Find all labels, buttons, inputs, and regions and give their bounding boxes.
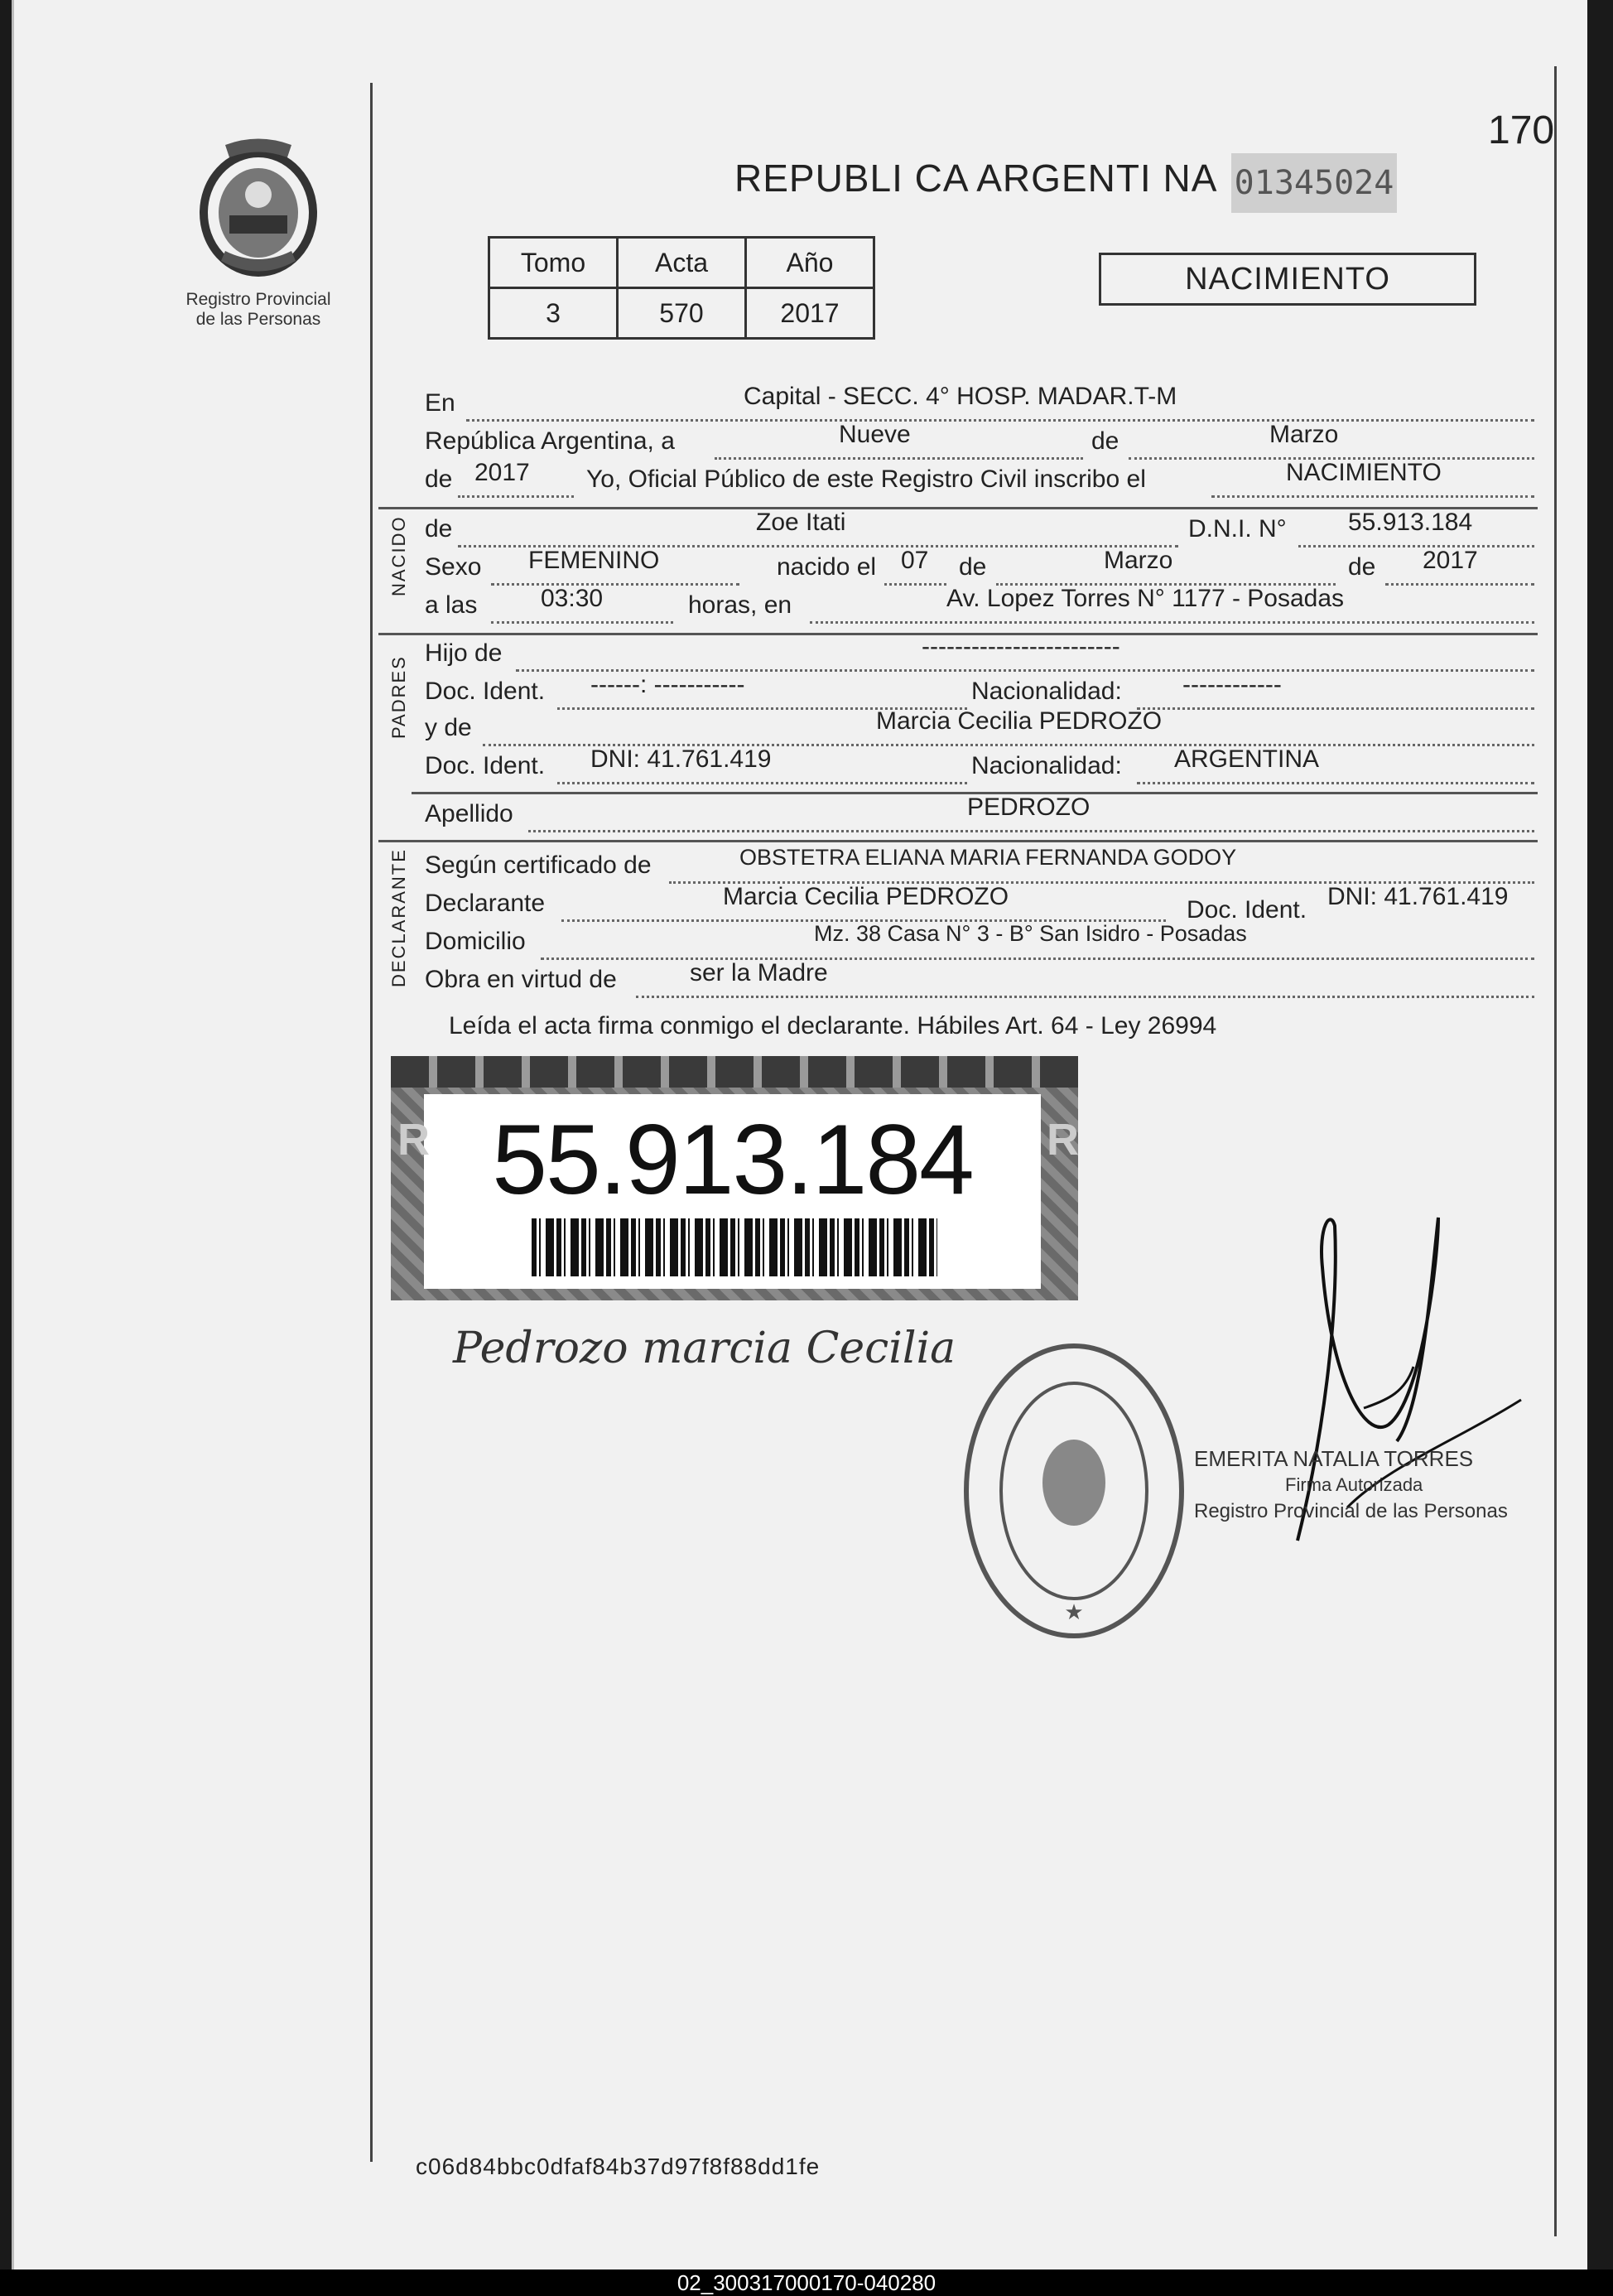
ledger-header-row <box>489 238 874 288</box>
value-acto: NACIMIENTO <box>1286 459 1442 486</box>
badge-letter-left: R <box>397 1115 430 1165</box>
legal-text: Leída el acta firma conmigo el declarante. Hábiles Art. 64 - Ley 26994 <box>449 1012 1217 1039</box>
value-lugar: Av. Lopez Torres N° 1177 - Posadas <box>946 585 1345 612</box>
record-type-box: NACIMIENTO <box>1099 253 1476 306</box>
value-sexo: FEMENINO <box>528 547 660 574</box>
label-nac2: Nacionalidad: <box>971 752 1122 779</box>
badge-pattern-strip <box>391 1056 1078 1088</box>
ledger-value-tomo: 3 <box>489 288 618 339</box>
registry-caption-line2: de las Personas <box>195 310 321 329</box>
label-de-mes: de <box>959 553 987 581</box>
label-dni: D.N.I. N° <box>1188 515 1287 543</box>
label-sexo: Sexo <box>425 553 482 581</box>
label-a-las: a las <box>425 591 478 619</box>
signer-office: Registro Provincial de las Personas <box>1194 1500 1508 1522</box>
value-anio-intro: 2017 <box>474 459 530 486</box>
label-doc2: Doc. Ident. <box>425 752 546 779</box>
ledger-table <box>488 236 875 340</box>
label-nac1: Nacionalidad: <box>971 678 1122 705</box>
left-margin-rule <box>370 83 373 2162</box>
province-coat-of-arms-icon <box>192 137 325 282</box>
value-hora: 03:30 <box>541 585 604 612</box>
row-obra <box>425 959 1534 1002</box>
value-dia: Nueve <box>839 421 911 448</box>
label-yo: Yo, Oficial Público de este Registro Civil inscribo el <box>586 465 1146 493</box>
value-doc1: ------: ----------- <box>590 671 745 698</box>
section-label-padres: PADRES <box>388 655 409 739</box>
row-en <box>425 383 1534 426</box>
value-doc-declarante: DNI: 41.761.419 <box>1327 883 1509 910</box>
certificate-page <box>12 0 1587 2269</box>
value-dia-nacido: 07 <box>901 547 929 574</box>
ledger-value-acta: 570 <box>618 288 746 339</box>
badge-dni-number: 55.913.184 <box>492 1104 973 1215</box>
barcode-icon <box>532 1218 937 1276</box>
svg-text:★: ★ <box>1064 1600 1084 1625</box>
value-mes-nacido: Marzo <box>1104 547 1173 574</box>
label-de-nacido: de <box>425 515 453 543</box>
ledger-header-tomo: Tomo <box>489 238 618 288</box>
ledger-header-acta: Acta <box>618 238 746 288</box>
value-mes: Marzo <box>1269 421 1339 448</box>
row-apellido <box>425 793 1534 837</box>
label-de-anio: de <box>1348 553 1376 581</box>
label-horas-en: horas, en <box>688 591 792 619</box>
label-apellido: Apellido <box>425 800 513 827</box>
value-declarante: Marcia Cecilia PEDROZO <box>723 883 1009 910</box>
label-de2: de <box>425 465 453 493</box>
label-republica: República Argentina, a <box>425 427 675 455</box>
signer-role: Firma Autorizada <box>1285 1474 1423 1495</box>
label-declarante: Declarante <box>425 890 546 917</box>
section-divider <box>378 840 1538 842</box>
signer-block <box>1194 1445 1508 1525</box>
ledger-value-anio: 2017 <box>746 288 874 339</box>
value-apellido: PEDROZO <box>967 793 1091 821</box>
label-de: de <box>1091 427 1119 455</box>
label-certificado: Según certificado de <box>425 851 652 879</box>
value-certificado: OBSTETRA ELIANA MARIA FERNANDA GODOY <box>739 845 1237 870</box>
value-nombre: Zoe Itati <box>756 509 846 536</box>
row-anio <box>425 459 1534 502</box>
serial-number: 01345024 <box>1231 153 1397 213</box>
declarant-signature: Pedrozo marcia Cecilia <box>453 1324 956 1373</box>
row-doc2 <box>425 745 1534 789</box>
badge-inner <box>424 1094 1041 1289</box>
label-hijo-de: Hijo de <box>425 639 503 667</box>
footer-id: 02_300317000170-040280 <box>0 2269 1613 2296</box>
document-title: REPUBLI CA ARGENTI NA <box>734 157 1218 200</box>
value-doc2: DNI: 41.761.419 <box>590 745 772 773</box>
value-dni: 55.913.184 <box>1348 509 1473 536</box>
section-label-nacido: NACIDO <box>388 515 409 596</box>
value-padre: ------------------------ <box>922 633 1120 660</box>
label-en: En <box>425 389 455 417</box>
label-nacido-el: nacido el <box>777 553 877 581</box>
dni-badge <box>391 1056 1078 1300</box>
label-doc-declarante: Doc. Ident. <box>1187 896 1307 924</box>
value-nac1: ------------ <box>1182 671 1282 698</box>
signer-name: EMERITA NATALIA TORRES <box>1194 1446 1474 1471</box>
label-doc1: Doc. Ident. <box>425 678 546 705</box>
label-obra: Obra en virtud de <box>425 966 617 993</box>
row-domicilio <box>425 921 1534 964</box>
registry-caption <box>163 290 354 330</box>
label-y-de: y de <box>425 714 472 741</box>
document-hash: c06d84bbc0dfaf84b37d97f8f88dd1fe <box>416 2154 821 2179</box>
value-obra: ser la Madre <box>690 959 828 986</box>
ledger-header-anio: Año <box>746 238 874 288</box>
value-nac2: ARGENTINA <box>1174 745 1320 773</box>
value-anio-nacido: 2017 <box>1423 547 1478 574</box>
value-domicilio: Mz. 38 Casa N° 3 - B° San Isidro - Posadas <box>814 921 1247 946</box>
right-margin-rule <box>1554 66 1557 2236</box>
label-domicilio: Domicilio <box>425 928 526 955</box>
value-madre: Marcia Cecilia PEDROZO <box>876 707 1163 735</box>
official-stamp-icon <box>958 1338 1190 1644</box>
value-en: Capital - SECC. 4° HOSP. MADAR.T-M <box>744 383 1177 410</box>
page-number: 170 <box>1488 109 1555 152</box>
registry-caption-line1: Registro Provincial <box>185 290 331 309</box>
ledger-value-row <box>489 288 874 339</box>
row-nacido-hora <box>425 585 1534 628</box>
badge-letter-right: R <box>1047 1115 1079 1165</box>
section-label-declarante: DECLARANTE <box>388 848 409 987</box>
